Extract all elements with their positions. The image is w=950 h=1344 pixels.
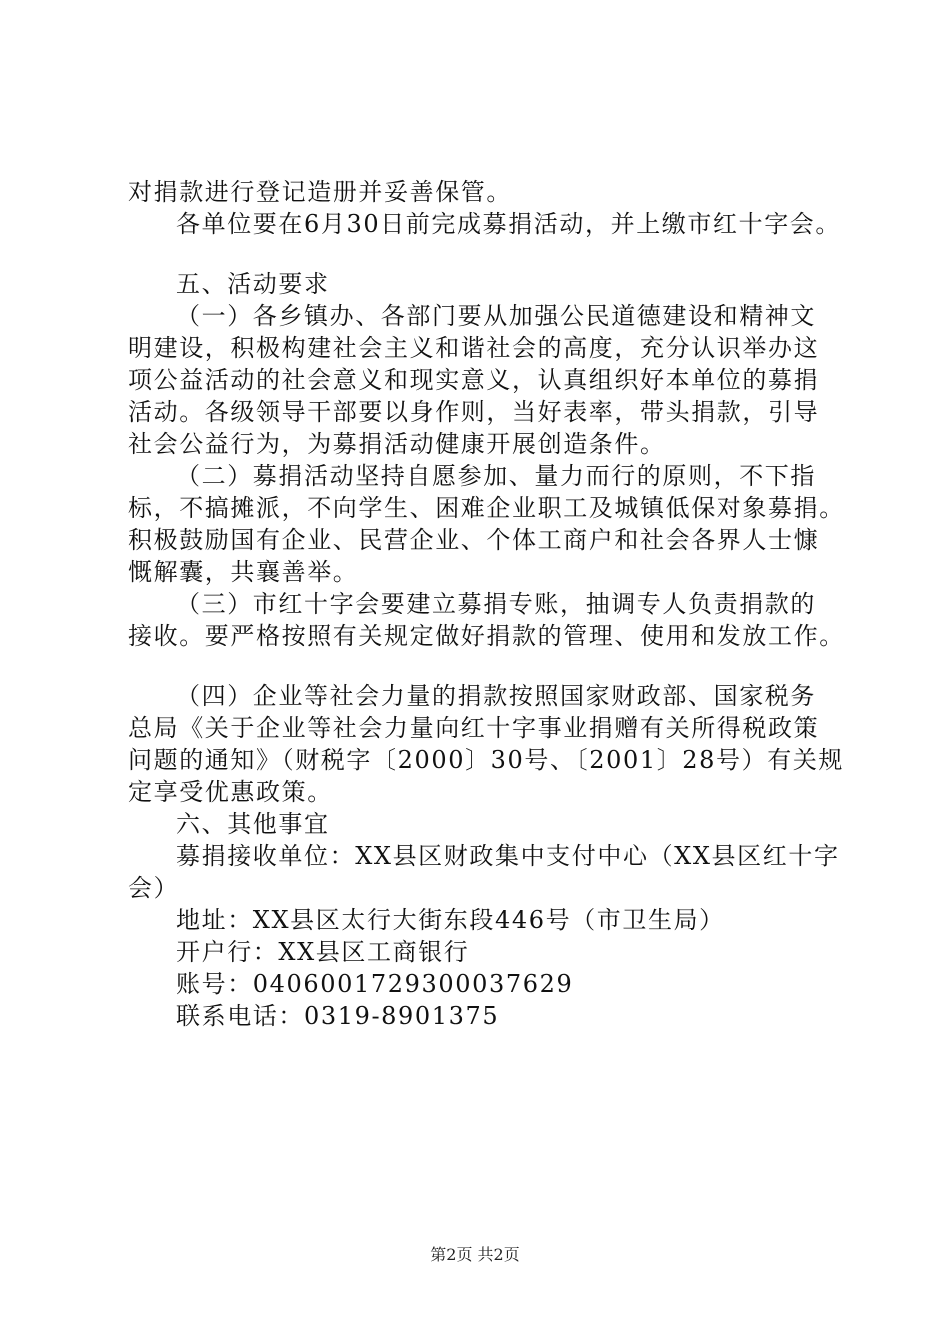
body-line: 会） <box>128 874 180 902</box>
account-line: 账号：0406001729300037629 <box>176 970 574 998</box>
address-line: 地址：XX县区太行大街东段446号（市卫生局） <box>176 906 725 934</box>
body-line: （二）募捐活动坚持自愿参加、量力而行的原则，不下指 <box>176 462 816 490</box>
body-line: 总局《关于企业等社会力量向红十字事业捐赠有关所得税政策 <box>128 714 820 742</box>
body-line: （一）各乡镇办、各部门要从加强公民道德建设和精神文 <box>176 302 816 330</box>
body-line: （三）市红十字会要建立募捐专账，抽调专人负责捐款的 <box>176 590 816 618</box>
section-heading: 六、其他事宜 <box>176 810 330 838</box>
body-line: 社会公益行为，为募捐活动健康开展创造条件。 <box>128 430 666 458</box>
body-line: 明建设，积极构建社会主义和谐社会的高度，充分认识举办这 <box>128 334 820 362</box>
body-line: 项公益活动的社会意义和现实意义，认真组织好本单位的募捐 <box>128 366 820 394</box>
body-line: （四）企业等社会力量的捐款按照国家财政部、国家税务 <box>176 682 816 710</box>
section-heading: 五、活动要求 <box>176 270 330 298</box>
body-line: 慨解囊，共襄善举。 <box>128 558 359 586</box>
body-line: 各单位要在6月30日前完成募捐活动，并上缴市红十字会。 <box>176 210 842 238</box>
body-line: 标，不搞摊派，不向学生、困难企业职工及城镇低保对象募捐。 <box>128 494 845 522</box>
phone-line: 联系电话：0319-8901375 <box>176 1002 500 1030</box>
page-number: 第2页 共2页 <box>430 1245 520 1264</box>
bank-line: 开户行：XX县区工商银行 <box>176 938 470 966</box>
body-line: 募捐接收单位：XX县区财政集中支付中心（XX县区红十字 <box>176 842 840 870</box>
body-line: 问题的通知》（财税字〔2000〕30号、〔2001〕28号）有关规 <box>128 746 845 774</box>
body-line: 定享受优惠政策。 <box>128 778 333 806</box>
body-line: 积极鼓励国有企业、民营企业、个体工商户和社会各界人士慷 <box>128 526 820 554</box>
body-line: 活动。各级领导干部要以身作则，当好表率，带头捐款，引导 <box>128 398 820 426</box>
body-line: 对捐款进行登记造册并妥善保管。 <box>128 178 512 206</box>
body-line: 接收。要严格按照有关规定做好捐款的管理、使用和发放工作。 <box>128 622 845 650</box>
